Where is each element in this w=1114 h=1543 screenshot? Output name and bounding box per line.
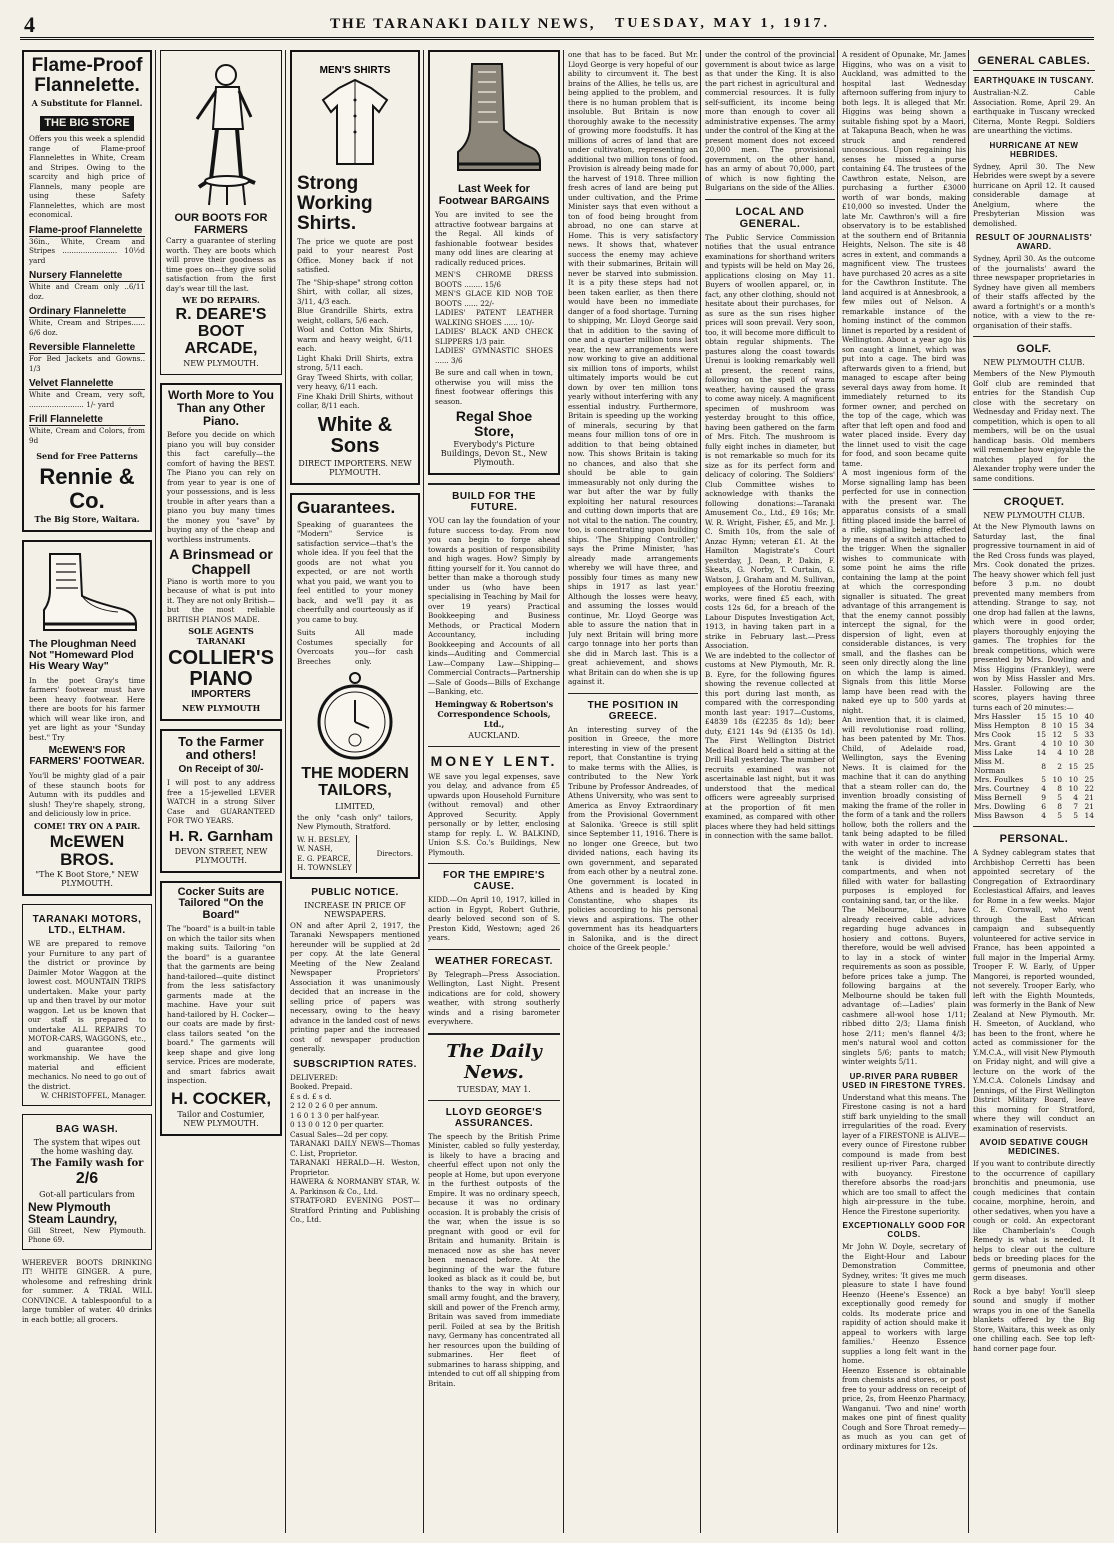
score-cell: 5 (1057, 793, 1062, 802)
score-row (973, 757, 1095, 775)
column-rule (837, 50, 838, 1533)
score-cell: 10 (1068, 739, 1078, 748)
score-cell: 8 (1041, 761, 1046, 771)
colds-title: EXCEPTIONALLY GOOD FOR COLDS. (842, 1221, 966, 1239)
score-cell: 21 (1084, 802, 1094, 811)
rates-line: 1 6 0 1 3 0 per half-year. (290, 1110, 380, 1120)
score-row (973, 793, 1095, 802)
earthquake-title: EARTHQUAKE IN TUSCANY. (974, 76, 1094, 85)
directors-label: Directors. (376, 849, 413, 858)
score-cell: 10 (1052, 721, 1062, 730)
shirts-title: Strong Working Shirts. (297, 173, 373, 234)
score-cell: 9 (1041, 793, 1046, 802)
director-name: W. NASH, (297, 844, 333, 854)
cables-title: GENERAL CABLES. (973, 55, 1095, 71)
regal-call: Be sure and call when in town, otherwise you will miss the finest footwear offerings this season. (435, 368, 553, 406)
motors-title: TARANAKI MOTORS, LTD., ELTHAM. (32, 914, 142, 937)
local-general-title: LOCAL AND GENERAL. (735, 205, 805, 230)
player-name: Miss Lake (974, 748, 1013, 757)
score-row (973, 748, 1095, 757)
score-cell: 4 (1041, 739, 1046, 748)
player-name: Miss M. Norman (974, 757, 1006, 775)
personal-body: A Sydney cablegram states that Archbishop Cerretti has been appointed secretary of the Congregation of Extraordinary Ecclesiastical Affairs, and leaves for Rome in a few weeks. Major C. E. Cornwall, who went through the East African campaign and subsequently volunteered for active service in France, has been appointed a full major in the Imperial Army. Trooper F. W. Early, of Upper Mangorei, is reported wounded, not severely. Trooper Early, who left with the Eighth Mounteds, was formerly in the Bank of New Zealand at New Plymouth. Mr. H. Smeeton, of Auckland, who has been to the front, where he acted as commissioner for the Y.M.C.A., will visit New Plymouth on Friday night, and will give a lecture on the work of the Y.M.C.A. Colonels Lindsay and Jennings, of the First Wellington District Military Board, leave this morning for Stratford, where they will conduct an examination of reservists. (973, 848, 1095, 1133)
paper-line: STRATFORD EVENING POST—Stratford Printing and Publishing Co., Ltd. (290, 1196, 420, 1225)
item-desc: White, Cream and Colors, from 9d (29, 426, 145, 445)
player-name: Mrs. Foulkes (974, 775, 1024, 784)
mcewen-address: "The K Boot Store," NEW PLYMOUTH. (35, 870, 139, 889)
column-2 (160, 50, 282, 1533)
watch-ad (160, 729, 282, 873)
editorial-continued: one that has to be faced. But Mr. Lloyd George is very hopeful of our ability to circumvent it. The best brains of the Allies, he tells us, are being applied to the problem, and there is no human problem that is insoluble. But Britain is now thoroughly awake to the necessity of growing more foodstuffs. It has millions of acres of land that are under cultivation, representing an additional two million tons of food. Provision is already being made for the harvest of 1918. Three million fresh acres of land are being put under cultivation, and the Prime Minister says that even without a ton of food being brought from abroad, no one can starve at Home. This is very satisfactory news. It shows that, whatever success the enemy may achieve with their submarines, Britain will never be starved into submission. It is a pity these steps had not been taken earlier, as then there would have been no immediate danger of a food shortage. Turning to shipping, Mr. Lloyd George said that in addition to the saving of one and a quarter million tons last year, the new arrangements were now working to give an additional six million tons of imports, whilst ultimately imports would be cut down by over ten million tons yearly without interfering with any essential industry. Furthermore, Britain is speeding up the working of minerals, securing by that means four million tons of ore in addition to that being obtained now. This shows Britain is taking no chances, and also that she should be able to gain immeasurably not only during the war but after the war by fully exploiting her natural resources and cutting down imports that are not vital to the nation. The country, too, is concentrating upon building ships. 'The Shipping Controller,' says the Prime Minister, 'has already made arrangements whereby we will have three, and possibly four times as many new ships in 1917 as last year.' Although the losses were heavy, and assuming the losses would continue, Mr. Lloyd George was able to assure the nation that in July next Britain will bring more cargo tonnage into her ports than she did in March last. This is a great achievement, and shows what Britain can do when she is up against it. (568, 50, 698, 686)
build-body: YOU can lay the foundation of your future success to-day. From now you can begin to forge ahead towards a position of responsibility and high wages. How? Simply by fitting yourself for it. You cannot do better than make a thorough study under us (who have been specialising in Teaching by Mail for over 19 years) Practical Bookkeeping and Business Methods, or Practical Modern Accountancy, including Bookkeeping and Accounts of all kinds—Auditing and Commercial Law—Company Law—Shipping—Commercial Contracts—Partnership—Sale of Goods—Bills of Exchange—Banking, etc. (428, 516, 560, 697)
score-cell: 15 (1068, 761, 1078, 771)
column-7 (842, 50, 966, 1533)
garment-item: Costumes (297, 637, 333, 647)
score-cell: 25 (1084, 775, 1094, 784)
score-cell: 15 (1036, 712, 1046, 721)
modern-tailors-ad (290, 493, 420, 879)
notice-title: PUBLIC NOTICE. (311, 886, 399, 898)
player-name: Miss Bernell (974, 793, 1022, 802)
laundry-name: New Plymouth Steam Laundry, (28, 1199, 118, 1227)
score-cell: 30 (1084, 739, 1094, 748)
player-name: Mrs. Courtney (974, 784, 1030, 793)
score-row (973, 811, 1095, 820)
regal-shoe-ad (428, 50, 560, 475)
money-body: WE save you legal expenses, save you delay, and advance from £5 upwards upon Household Furniture (without removal) and other Approved Security. Apply personally or by letter, enclosing stamp for reply. L. W. BALKIND, Union S.S. Co.'s Buildings, New Plymouth. (428, 771, 560, 857)
score-cell: 28 (1084, 748, 1094, 757)
deare-logo: R. DEARE'S BOOT ARCADE, (175, 306, 267, 357)
shirts-body: The price we quote are post paid to your nearest Post Office. Money back if not satisfied. (297, 236, 413, 275)
farmer-illustration-icon (171, 59, 271, 209)
colds-body: Mr John W. Doyle, secretary of the Eight-Hour and Labour Demonstration Committee, Sydney, writes: 'It gives me much pleasure to state I have found Heenzo (Heene's Essence) an exceptionally good remedy for colds. Its moderate price and rapidity of action should make it appeal to workers with large families.' Heenzo Essence supplies a long felt want in the home. (842, 1242, 966, 1365)
score-cell: 4 (1041, 811, 1046, 820)
score-cell: 34 (1084, 721, 1094, 730)
bag-wash-title: BAG WASH. (55, 1123, 119, 1135)
score-row (973, 739, 1095, 748)
deare-ad (160, 50, 282, 375)
shirts-ad (290, 50, 420, 485)
laundry-address: Gill Street, New Plymouth. Phone 69. (28, 1225, 146, 1245)
bag-wash-family: The Family wash for (30, 1157, 144, 1169)
column-1 (22, 50, 152, 1533)
boot-item: LADIES' GYMNASTIC SHOES ...... 3/6 (435, 346, 553, 365)
score-row (973, 721, 1095, 730)
regal-body: You are invited to see the attractive footwear bargains at the Regal. All kinds of fashionable footwear besides many odd lines are clearing at radically reduced prices. (435, 210, 553, 267)
shirt-item: The "Ship-shape" strong cotton Shirt, with collar, all sizes, 3/11, 4/3 each. (297, 277, 413, 306)
boots-title: OUR BOOTS FOR FARMERS (174, 212, 268, 236)
score-row (973, 712, 1095, 721)
item-desc: 36in., White, Cream and Stripes ........................ 10½d yard (29, 236, 145, 265)
made-special: All made specially for you—for cash only. (355, 628, 413, 666)
garment-item: Breeches (297, 656, 331, 666)
personal-title: PERSONAL. (999, 833, 1069, 845)
score-cell: 8 (1041, 721, 1046, 730)
score-cell: 4 (1041, 784, 1046, 793)
item-name: Flame-proof Flannelette (29, 225, 145, 237)
score-cell: 10 (1052, 739, 1062, 748)
sole-agents: SOLE AGENTS TARANAKI (188, 626, 254, 647)
score-cell: 6 (1041, 802, 1046, 811)
sedative-body: If you want to contribute directly to the occurrence of capillary bronchitis and pneumonia, use cough medicines that contain cocaine, morphine, heroin, and other sedatives, when you have a cough or cold. An expectorant like Chamberlain's Cough Remedy is what is needed. It helps to clear out the culture beds or breeding places for the germs of pneumonia and other germ diseases. (973, 1159, 1095, 1282)
shirt-item: Light Khaki Drill Shirts, extra strong, 5/11 each. (297, 353, 413, 373)
item-desc: White and Cream only ..6/11 doz. (29, 282, 145, 301)
flannelette-title: Flame-Proof Flannelette. (31, 55, 143, 96)
score-cell: 21 (1084, 793, 1094, 802)
item-name: Ordinary Flannelette (29, 306, 145, 318)
score-cell: 12 (1052, 730, 1062, 739)
ginger-ad: WHEREVER BOOTS DRINKING IT! WHITE GINGER. A pure, wholesome and refreshing drink for summer. A TRIAL WILL CONVINCE. A tablespoonful to a large tumbler of water. 40 drinks in each bottle; all grocers. (22, 1257, 152, 1324)
item-desc: White and Cream, very soft, ........................ 1/- yard (29, 390, 145, 409)
item-name: Velvet Flannelette (29, 378, 145, 390)
boot-item: LADIES' BLACK AND CHECK SLIPPERS 1/3 pair. (435, 327, 553, 346)
mcewen-bros-logo: McEWEN BROS. (49, 831, 125, 869)
melbourne-item: The Melbourne, Ltd., have already received cable advices regarding huge advances in hosiery and cottons. Buyers, therefore, would be well advised to lay in a stock of winter requirements as soon as possible, before prices take a jump. The following bargains at the Melbourne should be taken full advantage of:—Ladies' plain cashmere all-wool hose 1/11; ribbed ditto 2/3; Llama finish hose 2/11; men's flannel 4/3; men's natural wool and cotton singlets 5/6; pants to match; winter weights 5/11. (842, 905, 966, 1066)
column-3 (290, 50, 420, 1533)
road-roller-item: An invention that, it is claimed, will revolutionise road rolling, has been patented by Mr. Thos. Child, of Adelaide road, Wellington, says the Evening News. It is claimed for the machine that it can do anything that a steam roller can do, the invention broadly consisting of making the frame of the roller in the form of a tank and the rollers hollow, both the rollers and the tank being adapted to be filled with water in order to increase the weight of the machine. The tank is divided into compartments, and when not filled with water for ballasting purposes is employed for containing sand, tar, or the like. (842, 715, 966, 905)
daily-news-date: TUESDAY, MAY 1. (457, 1084, 531, 1094)
score-cell: 15 (1036, 730, 1046, 739)
farmer-title: To the Farmer and others! (178, 733, 264, 763)
boot-item: LADIES' PATENT LEATHER WALKING SHOES ...... 10/- (435, 308, 553, 327)
score-cell: 14 (1084, 811, 1094, 820)
rates-line: Booked. Prepaid. (290, 1082, 353, 1092)
local-items-1: A resident of Opunake, Mr. James Higgins, who was on a visit to Auckland, was admitted to the hospital last Wednesday afternoon suffering from injury to both legs. It is alleged that Mr. Higgins was being shown a suitable fishing spot by a Maori, at Takapuna Beach, when he was struck and rendered unconscious. Upon regaining his senses he missed a purse containing £4. The trustees of the Cawthron estate, Nelson, are purchasing a further £3000 worth of war bonds, making £10,000 so invested. Under the late Mr. Cawthron's will a fire observatory is to be established at the southern end of Britannia Heights, Nelson. The site is 48 acres in extent, and commands a magnificent view. The trustees have purchased 20 acres as a site for the Cawthron Institute. The land acquired is at Annesbrook, a few miles out of Nelson. A remarkable instance of the homing instinct of the common linnet is reported by a resident of Wellington. About a year ago his son caught a linnet, which was put into a cage. The bird was afterwards given to a friend, but managed to escape after being several days away from home. It immediately returned to its former owner, and perched on the top of the cage, which was after that left open and food and water placed inside. Every day the linnet used to visit the cage for food, and soon became quite tame. (842, 50, 966, 468)
rates-title: SUBSCRIPTION RATES. (293, 1058, 417, 1070)
score-cell: 15 (1052, 712, 1062, 721)
weather-body: By Telegraph—Press Association. Wellington, Last Night. Present indications are for cold, showery weather, with strong southerly winds and a rising barometer everywhere. (428, 969, 560, 1027)
boot-illustration-icon (32, 550, 142, 635)
golf-body: Members of the New Plymouth Golf club are reminded that entries for the Standish Cup close with the secretary on Wednesday and Friday next. The competition, which is open to all members, will be on the usual handicap basis. Old members will remember how enjoyable the matches played for the Alexander trophy were under the same conditions. (973, 369, 1095, 483)
player-name: Mrs. Grant (974, 739, 1016, 748)
rates-line: 0 13 0 0 12 0 per quarter. (290, 1120, 384, 1130)
ploughman-body-2: You'll be mighty glad of a pair of these staunch boots for Autumn with its puddles and slush! They're shapely, strong, and deliciously low in price. (29, 771, 145, 819)
score-cell: 15 (1068, 721, 1078, 730)
local-general-body: The Public Service Commission notifies that the usual entrance examinations for shorthand writers and typists will be held on May 26, applications closing on May 11. Buyers of woollen apparel, or, in fact, any other clothing, should not hesitate about their purchases, for as sure as the sun rises higher prices will soon prevail. Very soon, too, it will become more difficult to obtain regular shipments. The pastures along the coast towards Urenui is looking remarkably well at present, the recent rains, following on the spell of warm weather, having caused the grass to come away nicely. A magnificent specimen of mushroom was yesterday brought to this office, having been gathered on the farm of Mrs. Fitch. The mushroom is fully eight inches in diameter, but is not remarkable so much for its size as for its perfect form and delicacy of coloring. The Soldiers' Club Committee wishes to acknowledge with thanks the following donations:—Taranaki Amusement Co., Ltd., £9 16s; Mr. W. R. Wright, Fisher, £5, and Mr. J. C. Smith 10s, from the sale of Anzac Hymn; veteran £1. At the Hamilton Magistrate's Court yesterday, J. Dean, P. Dakin, F. Skeats, G. Norby, T. Curtain, G. Watson, J. Graham and M. Sullivan, employees of the Horotiu freezing works, were fined £5 each, with costs 12s 6d, for a breach of the Labour Disputes Investigation Act, 1913, in having taken part in a strike in February last.—Press Association. (705, 232, 835, 650)
score-cell: 10 (1052, 775, 1062, 784)
piano-body: Before you decide on which piano you will buy consider this fact carefully—the comfort of having the BEST. The Piano you can rely on from year to year is one of your possessions, and is less trouble in after years than a piano you buy many times the money you "save" by buying any of the cheap and worthless instruments. (167, 430, 275, 544)
flannelette-body: Offers you this week a splendid range of Flame-proof Flannelettes in White, Cream and Stripes. Owing to the scarcity and high price of Flannels, many people are using these Safety Flannelettes, which are most economical. (29, 134, 145, 220)
importers-label: IMPORTERS (191, 689, 251, 701)
pocket-watch-icon (315, 670, 395, 762)
shirt-item: Blue Grandrille Shirts, extra weight, collars, 5/6 each. (297, 306, 413, 325)
column-rule (155, 50, 156, 1533)
ploughman-ad (22, 540, 152, 897)
firestone-body: Understand what this means. The Firestone casing is not a hard stiff bark unyielding to the small irregularities of the road. Every layer of a FIRESTONE is ALIVE—every ounce of Firestone rubber compound is made from best resilient up-river Para, charged with buoyancy. Firestone therefore absorbs the road-jars which are too small to affect the high air-pressure in the tube. Hence the Firestone superiority. (842, 1092, 966, 1216)
score-cell: 7 (1073, 802, 1078, 811)
regal-banner: Last Week for Footwear BARGAINS (438, 183, 550, 207)
score-cell: 5 (1073, 811, 1078, 820)
rennie-address: The Big Store, Waitara. (34, 513, 140, 524)
modern-body: the only "cash only" tailors, New Plymouth, Stratford. (297, 812, 413, 832)
colliers-logo: COLLIER'S PIANO (168, 647, 274, 691)
rates-line: £ s d. £ s d. (290, 1091, 332, 1101)
column-rule (968, 50, 969, 1533)
brinsmead-title: A Brinsmead or Chappell (169, 546, 273, 577)
score-cell: 4 (1057, 748, 1062, 757)
empire-title: FOR THE EMPIRE'S CAUSE. (442, 870, 546, 893)
hemingway-name: Hemingway & Robertson's Correspondence Schools, Ltd., (434, 698, 554, 729)
shirt-item: Gray Tweed Shirts, with collar, very heavy, 6/11 each. (297, 372, 413, 392)
masthead (20, 10, 1094, 40)
free-patterns: Send for Free Patterns (36, 451, 138, 462)
firestone-title: UP-RIVER PARA RUBBER USED IN FIRESTONE TYRES. (842, 1071, 966, 1090)
farmer-body: I will post to any address free a 15-jewelled LEVER WATCH in a strong Silver Case and GUARANTEED FOR TWO YEARS. (167, 778, 275, 826)
bag-wash-price: 2/6 (75, 1169, 99, 1187)
greece-body: An interesting survey of the position in Greece, the more interesting in view of the present report, that Constantine is trying to make terms with the Allies, is contributed to the New York Tribune by Professor Andreades, of Athens University, who was sent to America as Envoy Extraordinary from the Provisional Government at Salonika. 'Greece is still split since September 11, 1916. There is no longer one Greece, but two divided nations, each having its own government, and separated from each other by a neutral zone. One government is located in Athens and is headed by King Constantine, who shapes its policies according to his personal views and aspirations. The other government has its headquarters in Salonika, and is the direct choice of the Greek people.' (568, 724, 698, 952)
score-row (973, 802, 1095, 811)
player-name: Miss Hempton (974, 721, 1030, 730)
white-sons-sub: DIRECT IMPORTERS. NEW PLYMOUTH. (298, 458, 412, 477)
ploughman-title: The Ploughman Need Not "Homeward Plod His Weary Way" (29, 637, 137, 672)
score-cell: 22 (1084, 784, 1094, 793)
column-6 (705, 50, 835, 1533)
rates-line: 2 12 0 2 6 0 per annum. (290, 1101, 378, 1111)
money-title: MONEY LENT. (430, 752, 558, 769)
high-boot-illustration-icon (444, 60, 544, 180)
score-cell: 10 (1068, 712, 1078, 721)
hurricane-body: Sydney, April 30. The New Hebrides were swept by a severe hurricane on April 12. It caused considerable damage at Anelgium, where the Presbyterian Mission was demolished. (973, 161, 1095, 228)
flannelette-ad (22, 50, 152, 532)
flannelette-list (29, 225, 145, 446)
garment-item: Suits (297, 628, 316, 638)
earthquake-body: Australian-N.Z. Cable Association. Rome, April 29. An earthquake in Tuscany wrecked Citerna, Monte Regpi. Soldiers are unearthing the victims. (973, 88, 1095, 135)
score-cell: 14 (1036, 748, 1046, 757)
ploughman-body: In the poet Gray's time farmers' footwear must have been heavy footwear. Here there are boots for his farmer which will wear like iron, and yet are light as your "Sunday best." Try (29, 675, 145, 742)
player-name: Mrs Cook (974, 730, 1011, 739)
item-name: Frill Flannelette (29, 414, 145, 426)
rock-a-bye-item: Rock a bye baby! You'll sleep sound and snugly if mother wraps you in one of the Sanella blankets offered by the Big Store, Waitara, this week as only one chilling each. See top left-hand corner page four. (973, 1286, 1095, 1353)
journalists-body: Sydney, April 30. As the outcome of the journalists' award the three newspaper proprietaries in Sydney have given all members of their staffs affected by the award a fortnight's or a month's notice, with a view to the re-organisation of their staffs. (973, 254, 1095, 330)
notice-subtitle: INCREASE IN PRICE OF NEWSPAPERS. (304, 900, 406, 919)
golf-title: GOLF. (1016, 343, 1052, 355)
shirts-sign: MEN'S SHIRTS (319, 65, 391, 76)
white-sons-logo: White & Sons (317, 413, 393, 457)
garment-item: Overcoats (297, 647, 334, 657)
flannelette-subtitle: A Substitute for Flannel. (31, 97, 143, 108)
garnham-address: DEVON STREET, NEW PLYMOUTH. (174, 846, 268, 865)
colds-footer: Heenzo Essence is obtainable from chemists and stores, or post free to your address on receipt of price, 2s, from Heenzo Pharmacy, Wanganui. 'Two and nine' worth makes one pint of finest quality Cough and Sore Throat remedy—as much as you can get of ordinary mixtures for 12s. (842, 1365, 966, 1451)
score-cell: 5 (1057, 811, 1062, 820)
cocker-title: Cocker Suits are Tailored "On the Board" (177, 885, 265, 921)
column-rule (563, 50, 564, 1533)
rates-line: DELIVERED: (290, 1072, 338, 1082)
player-name: Mrs. Dowling (974, 802, 1026, 811)
score-cell: 25 (1084, 761, 1094, 771)
mcewens-footwear: McEWEN'S FOR FARMERS' FOOTWEAR. (29, 745, 145, 767)
column-rule (700, 50, 701, 1533)
local-general-body-2: We are indebted to the collector of customs at New Plymouth, Mr. R. B. Eyre, for the following figures showing the revenue collected at this port during last month, as compared with the corresponding month last year: 1917—Customs, £4839 18s (£2235 8s 1d); beer duty, £121 14s 9d (£135 0s 1d). The First Wellington District Medical Board held a sitting at the Drill Hall yesterday. The number of recruits examined was not ascertainable last night, but it was understood that the medical officers were agreeably surprised at the proportion of fit men examined, as compared with other places where they had held sittings in connection with the same ballot. (705, 650, 835, 840)
director-name: H. TOWNSLEY (297, 863, 352, 873)
golf-club: NEW PLYMOUTH CLUB. (983, 358, 1085, 367)
score-row (973, 784, 1095, 793)
score-cell: 10 (1068, 748, 1078, 757)
modern-limited: LIMITED, (335, 801, 375, 811)
collier-town: NEW PLYMOUTH (181, 702, 261, 713)
morse-lamp-item: A most ingenious form of the Morse signalling lamp has been perfected for use in connection with the present war. The apparatus consists of a small fitting placed inside the barrel of a rifle, signalling being effected by means of a switch attached to the trigger. When the signaller wishes to communicate with some point he aims the rifle containing the lamp at the point at which the corresponding signaller is situated. The great advantage of this arrangement is that the enemy cannot possibly intercept the signal, for the dispersion of light, even at considerable distances, is very small, and the flashes can be seen only directly along the line on which the lamp is aimed. Signals from this little Morse lamp have been read with the naked eye up to 500 yards at night. (842, 468, 966, 715)
regal-address: Everybody's Picture Buildings, Devon St., New Plymouth. (440, 440, 548, 468)
motors-ad (22, 904, 152, 1106)
bag-wash-collect: Got-all particulars from (39, 1189, 135, 1199)
score-cell: 4 (1073, 793, 1078, 802)
sedative-title: AVOID SEDATIVE COUGH MEDICINES. (979, 1138, 1089, 1156)
cocker-logo: H. COCKER, (170, 1088, 272, 1108)
bag-wash-body: The system that wipes out the home washing day. (33, 1137, 141, 1156)
lloyd-george-title: LLOYD GEORGE'S ASSURANCES. (445, 1106, 543, 1129)
shirt-item: Fine Khaki Drill Shirts, without collar, 8/11 each. (297, 391, 413, 411)
empire-body: KIDD.—On April 10, 1917, killed in action in Egypt, Robert Guthrie, dearly beloved second son of S. Preston Kidd, Westown; aged 26 years. (428, 895, 560, 943)
paper-line: TARANAKI HERALD—H. Weston, Proprietor. (290, 1158, 420, 1177)
cocker-ad (160, 881, 282, 1136)
hurricane-title: HURRICANE AT NEW HEBRIDES. (989, 140, 1079, 159)
score-cell: 5 (1041, 775, 1046, 784)
director-name: W. H. BESLEY, (297, 834, 351, 844)
shirt-item: Wool and Cotton Mix Shirts, warm and heavy weight, 6/11 each. (297, 325, 413, 354)
item-name: Reversible Flannelette (29, 342, 145, 354)
item-desc: White, Cream and Stripes...... 6/6 doz. (29, 318, 145, 337)
modern-tailors-logo: THE MODERN TAILORS, (301, 765, 409, 799)
greece-title: THE POSITION IN GREECE. (587, 699, 679, 722)
score-cell: 10 (1068, 784, 1078, 793)
issue-date: TUESDAY, MAY 1, 1917. (615, 16, 830, 31)
guarantees-body: Speaking of guarantees the "Modern" Service is satisfaction service—that's the whole idea. If you feel that the goods are not what you expected, or are not worth what you paid, we want you to feel entitled to your money back, and we'll pay it as cheerfully and courteously as if you came to buy. (297, 519, 413, 624)
guarantees-title: Guarantees. (297, 497, 396, 517)
player-name: Mrs Hassler (974, 712, 1021, 721)
item-name: Nursery Flannelette (29, 270, 145, 282)
weather-title: WEATHER FORECAST. (435, 955, 553, 967)
daily-news-nameplate: The Daily News. (446, 1040, 542, 1083)
croquet-body: At the New Plymouth lawns on Saturday last, the final progressive tournament in aid of the Red Cross funds was played, Mrs. Cook donated the prizes. The heavy shower which fell just before 3 p.m. no doubt prevented many members from attending. Strange to say, not one drop had fallen at the lawns, which were in good order, players thoroughly enjoying the games. The trophies for the break competitions, which were presented by Mrs. Dowling and Miss Higgins (Frankley), were won by Miss Hassler and Mrs. Hassler. Following are the scores, players having three turns each of 20 minutes:— (973, 522, 1095, 712)
deare-address: NEW PLYMOUTH. (183, 359, 259, 369)
lloyd-george-body: The speech by the British Prime Minister, cabled so fully yesterday, is likely to have a bracing and cheerful effect upon not only the people at Home, but upon everyone in the furthest outposts of the Empire. It was no ordinary speech, because it was no ordinary occasion. It is probably the crisis of the war, when the issue is so pregnant with good or evil for Britain and humanity. Britain is menaced now as she has never been menaced before. At the beginning of the war the future looked as black as it could be, but thanks to the way in which our small army fought, and the bravery, skill and power of the French army, Britain was saved from immediate peril. Foiled at sea by the British navy, Germany has concentrated all her resources upon the building of submarines. Her fleet of submarines to harass shipping, and intended to cut off all shipping from Britain. (428, 1131, 560, 1388)
journalists-title: RESULT OF JOURNALISTS' AWARD. (975, 233, 1093, 251)
notice-body: ON and after April 2, 1917, the Taranaki Newspapers mentioned hereunder will be supplied at 2d per copy. At the late General Meeting of the New Zealand Newspaper Proprietors' Association it was unanimously decided that an increase in the selling price of papers was necessary, owing to the heavy advance in the landed cost of news printing paper and the increased cost of newspaper production generally. (290, 920, 420, 1054)
rates-line: Casual Sales—2d per copy. (290, 1129, 388, 1139)
farmer-receipt: On Receipt of 30/- (178, 763, 264, 775)
score-row (973, 775, 1095, 784)
motors-body: WE are prepared to remove your Furniture to any part of the district or province by Daimler Motor Waggon at the lowest cost. MOUNTAIN TRIPS undertaken. Make your party up and then travel by our motor waggon. Let us be known that our staff is prepared to undertake ALL REPAIRS TO MOTOR-CARS, WAGGONS, etc., and guarantee good workmanship. We have the material and efficient mechanics. No need to go out of the district. (28, 939, 146, 1091)
score-cell: 2 (1057, 761, 1062, 771)
page-number: 4 (24, 12, 35, 37)
bag-wash-ad (22, 1114, 152, 1250)
boots-body: Carry a guarantee of sterling worth. They are boots which will prove their goodness as time goes on—they give solid satisfaction from the first day's wear till the last. (166, 236, 276, 293)
score-cell: 8 (1057, 802, 1062, 811)
player-name: Miss Bawson (974, 811, 1024, 820)
croquet-title: CROQUET. (1003, 496, 1065, 508)
paper-line: TARANAKI DAILY NEWS—Thomas C. List, Proprietor. (290, 1139, 420, 1158)
cocker-body: The "board" is a built-in table on which the tailor sits when making suits. Tailoring "on the board" is a guarantee that the garments are being hand-tailored—quite distinct from the less satisfactory garments made at the machine. Have your suit hand-tailored by H. Cocker—our coats are made by first-class tailors seated "on the board." The garments will keep shape and give long service. Prices are moderate, and smart fabrics await inspection. (167, 924, 275, 1086)
score-cell: 33 (1084, 730, 1094, 739)
column-8 (973, 50, 1095, 1533)
piano-ad (160, 383, 282, 720)
score-cell: 10 (1068, 775, 1078, 784)
column-5 (568, 50, 698, 1533)
director-name: E. G. PEARCE, (297, 853, 351, 863)
boot-item: MEN'S GLACE KID NOB TOE BOOTS ...... 22/- (435, 289, 553, 308)
croquet-scores-table (973, 712, 1095, 820)
build-title: BUILD FOR THE FUTURE. (452, 491, 536, 514)
piano-title: Worth More to You Than any Other Piano. (168, 388, 274, 428)
paper-title: THE TARANAKI DAILY NEWS, (330, 16, 596, 32)
column-rule (423, 50, 424, 1533)
rennie-logo: Rennie & Co. (39, 464, 135, 513)
score-cell: 5 (1073, 730, 1078, 739)
score-cell: 40 (1084, 712, 1094, 721)
hemingway-city: AUCKLAND. (468, 730, 520, 740)
garnham-logo: H. R. Garnham (168, 827, 274, 845)
paper-line: HAWERA & NORMANBY STAR, W. A. Parkinson & Co., Ltd. (290, 1177, 420, 1196)
greece-continued: under the control of the provincial government is about twice as large as that under the King. It is also the part richest in agricultural and commercial resources. It is fully self-sufficient, its income being more than enough to cover all administrative expenses. The army under the control of the King at the present moment does not exceed 20,000 men. The provisional government, on the other hand, has an army of about 70,000, part of which is now fighting the Bulgarians on the side of the Allies. (705, 50, 835, 192)
shirt-illustration-icon (315, 60, 395, 170)
score-cell: 8 (1057, 784, 1062, 793)
score-row (973, 730, 1095, 739)
column-rule (285, 50, 286, 1533)
motors-signature: W. CHRISTOFFEL, Manager. (40, 1091, 146, 1101)
croquet-club: NEW PLYMOUTH CLUB. (983, 511, 1085, 520)
we-do-repairs: WE DO REPAIRS. (182, 295, 260, 306)
come-try: COME! TRY ON A PAIR. (33, 820, 141, 831)
big-store-banner: THE BIG STORE (40, 116, 133, 132)
item-desc: For Bed Jackets and Gowns.. 1/3 (29, 354, 145, 373)
brinsmead-body: Piano is worth more to you because of what is put into it. They are not only British—but the most reliable BRITISH PIANOS MADE. (167, 576, 275, 624)
column-4 (428, 50, 560, 1533)
cocker-address: Tailor and Costumier, NEW PLYMOUTH. (177, 1109, 265, 1128)
boot-item: MEN'S CHROME DRESS BOOTS ........ 15/6 (435, 270, 553, 289)
public-notice (290, 887, 420, 1225)
regal-logo: Regal Shoe Store, (455, 408, 533, 439)
